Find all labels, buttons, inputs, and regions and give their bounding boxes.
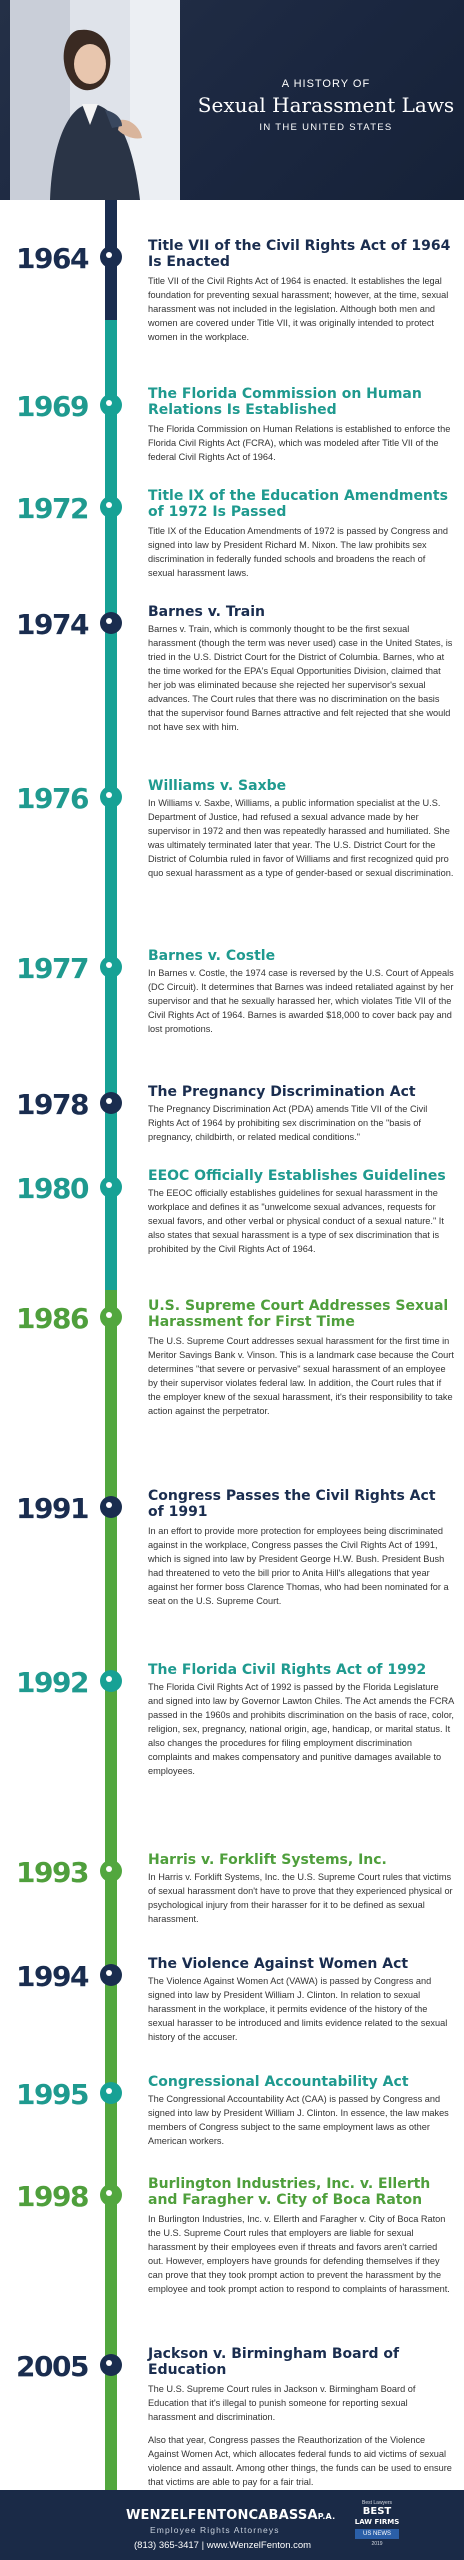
entry-paragraph: Title IX of the Education Amendments of 1972 is passed by Congress and signed into law by President Richard M. Nixon. The law prohibits sex discrimination in federally funded schools and broadens the reach of sexual harassment laws. [148,526,448,578]
entry-body [148,1186,454,1265]
timeline-node [100,612,122,634]
timeline-node [100,394,122,416]
badge-main-line-2: LAW FIRMS [354,2518,400,2526]
hero-photo [10,0,180,200]
phone-number[interactable]: (813) 365-3417 [134,2540,199,2551]
entry-title: Williams v. Saxbe [148,778,287,794]
entry-year: 1993 [16,1856,88,1889]
entry-body [148,422,454,473]
entry-year: 1986 [16,1302,88,1335]
badge-ribbon: US NEWS [355,2529,399,2539]
entry-paragraph: In Barnes v. Costle, the 1974 case is reversed by the U.S. Court of Appeals (DC Circuit). It determines that Barnes was indeed retaliated against by her supervisor and that he sexually harassed her, which violates Title VII of the Civil Rights Act of 1964. Barnes is awarded $18,000 to cover back pay and lost promotions. [148,968,454,1034]
entry-year: 1972 [16,492,88,525]
entry-title: The Violence Against Women Act [148,1956,409,1972]
entry-body [148,1870,454,1935]
timeline-node [100,246,122,268]
timeline-node [100,1964,122,1986]
timeline [0,200,464,2490]
entry-title: Burlington Industries, Inc. v. Ellerth and Faragher v. City of Boca Raton [148,2176,431,2208]
badge-top-text: Best Lawyers [361,2500,392,2506]
entry-paragraph: In Burlington Industries, Inc. v. Ellerth and Faragher v. City of Boca Raton the U.S. Supreme Court rules that employers are liable for sexual harassment by their employees even if threats and favors aren't carried out. However, employers have grounds for defending themselves if they can prove that they took prompt action to prevent the harassment by the employee and took prompt action to respond to complaints of harassment. [148,2214,450,2294]
entry-paragraph: Also that year, Congress passes the Reauthorization of the Violence Against Women Act, which allocates federal funds to aid victims of sexual violence and assault. Among other things, the funds can be used to ensure that victims are able to pay for a fair trial. [148,2435,452,2487]
entry-title: Harris v. Forklift Systems, Inc. [148,1852,387,1868]
entry-year: 1980 [16,1172,88,1205]
entry-body [148,2382,454,2498]
entry-year: 1977 [16,952,88,985]
entry-paragraph: In an effort to provide more protection for employees being discriminated against in the workplace, Congress passes the Civil Rights Act of 1991, which is signed into law by President George H.W. Bush. President Bush had threatened to veto the bill prior to Anita Hill's allegations that year against her former boss Clarence Thomas, who had been nominated for a seat on the U.S. Supreme Court. [148,1526,449,1606]
entry-paragraph: The Florida Commission on Human Relations is established to enforce the Florida Civil Rights Act (FCRA), which was modeled after Title VII of the federal Civil Rights Act of 1964. [148,424,451,462]
entry-year: 1992 [16,1666,88,1699]
badge-main-text [352,2507,402,2527]
footer [0,2490,464,2560]
entry-body [148,622,454,743]
entry-paragraph: In Williams v. Saxbe, Williams, a public information specialist at the U.S. Department of Justice, had refused a sexual advance made by her supervisor in 1972 and then was repeatedly harassed and humiliated. She was ultimately terminated later that year. The U.S. District Court for the District of Columbia ruled in favor of Williams and first recognized quid pro quo sexual harassment as a type of gender-based or sexual discrimination. [148,798,454,878]
header-title: Sexual Harassment Laws [197,93,455,117]
entry-paragraph: The Violence Against Women Act (VAWA) is passed by Congress and signed into law by President William J. Clinton. In relation to sexual harassment in the workplace, it permits evidence of the history of the sexual harasser to be introduced and limits evidence related to the sexual history of the accuser. [148,1976,448,2042]
entry-title: Title VII of the Civil Rights Act of 1964 Is Enacted [148,238,451,270]
entry-body [148,2212,454,2305]
timeline-node [100,1860,122,1882]
entry-year: 1991 [16,1492,88,1525]
entry-body [148,2092,454,2157]
entry-year: 1969 [16,390,88,423]
entry-title: The Florida Civil Rights Act of 1992 [148,1662,427,1678]
entry-body [148,274,454,353]
badge-main-line-1: BEST [362,2506,392,2517]
entry-title: EEOC Officially Establishes Guidelines [148,1168,446,1184]
entry-title: U.S. Supreme Court Addresses Sexual Harassment for First Time [148,1298,449,1330]
entry-year: 1964 [16,242,88,275]
timeline-node [100,2184,122,2206]
entry-body [148,796,454,889]
header-title-block [196,78,456,133]
entry-title: Congressional Accountability Act [148,2074,409,2090]
entry-body [148,1680,454,1787]
firm-name: WENZELFENTONCABASSA [126,2508,318,2523]
entry-body [148,524,454,589]
entry-paragraph: The Congressional Accountability Act (CAA) is passed by Congress and signed into law by President William J. Clinton. In essence, the law makes members of Congress subject to the same employment laws as other American workers. [148,2094,449,2146]
entry-title: The Florida Commission on Human Relations Is Established [148,386,422,418]
timeline-node [100,1176,122,1198]
contact-separator: | [201,2540,205,2551]
timeline-node [100,2354,122,2376]
entry-body [148,1974,454,2053]
entry-title: Title IX of the Education Amendments of 1972 Is Passed [148,488,448,520]
entry-paragraph: The Pregnancy Discrimination Act (PDA) amends Title VII of the Civil Rights Act of 1964 by prohibiting sex discrimination on the "basis of pregnancy, childbirth, or related medical conditions." [148,1104,428,1142]
timeline-rail-green [105,1290,117,2490]
entry-year: 1976 [16,782,88,815]
entry-year: 1998 [16,2180,88,2213]
header-banner [0,0,464,200]
entry-title: Barnes v. Train [148,604,265,620]
entry-title: The Pregnancy Discrimination Act [148,1084,416,1100]
entry-body [148,966,454,1045]
entry-year: 1974 [16,608,88,641]
entry-year: 2005 [16,2350,88,2383]
entry-paragraph: The Florida Civil Rights Act of 1992 is passed by the Florida Legislature and signed into law by Governor Lawton Chiles. The Act amends the FCRA passed in the 1960s and prohibits discrimination on the basis of race, color, religion, sex, pregnancy, national origin, age, handicap, or marital status. It also changes the procedures for filing employment discrimination complaints and makes compensatory and punitive damages available to employees. [148,1682,454,1776]
entry-year: 1978 [16,1088,88,1121]
header-pretitle: A HISTORY OF [281,78,371,90]
website-link[interactable]: www.WenzelFenton.com [206,2540,312,2551]
timeline-node [100,1092,122,1114]
timeline-node [100,496,122,518]
entry-paragraph: The U.S. Supreme Court rules in Jackson v. Birmingham Board of Education that it's illegal to punish someone for reporting sexual harassment and discrimination. [148,2384,416,2422]
entry-title: Congress Passes the Civil Rights Act of 1991 [148,1488,436,1520]
timeline-node [100,1306,122,1328]
entry-year: 1994 [16,1960,88,1993]
footer-contact [134,2540,311,2551]
entry-paragraph: The U.S. Supreme Court addresses sexual harassment for the first time in Meritor Savings Bank v. Vinson. This is a landmark case because the Court determines "that severe or pervasive" sexual harassment of an employee by their supervisor violates federal law. In addition, the Court rules that if the employer knew of the sexual harassment, it's their responsibility to take action against the perpetrator. [148,1336,454,1416]
best-law-firms-badge [352,2500,402,2552]
entry-body [148,1524,454,1617]
header-subtitle: IN THE UNITED STATES [259,122,393,133]
firm-logo [126,2508,335,2523]
entry-title: Jackson v. Birmingham Board of Education [148,2346,400,2378]
firm-suffix: P.A. [317,2512,336,2521]
entry-year: 1995 [16,2078,88,2111]
entry-paragraph: Title VII of the Civil Rights Act of 1964 is enacted. It establishes the legal foundation for preventing sexual harassment; however, at the time, sexual harassment was not included in the legislation. Although both men and women are covered under Title VII, it was originally intended to protect women in the workplace. [148,276,449,342]
entry-paragraph: Barnes v. Train, which is commonly thought to be the first sexual harassment (though the term was never used) case in the United States, is tried in the U.S. District Court for the District of Columbia. Barnes, who at the time worked for the EPA's Equal Opportunities Division, claimed that her job was eliminated because she rejected her supervisor's sexual advances. The Court rules that there was no discrimination on the basis that the supervisor found Barnes attractive and felt rejected that she would not have sex with him. [148,624,453,732]
entry-paragraph: In Harris v. Forklift Systems, Inc. the U.S. Supreme Court rules that victims of sexual harassment don't have to prove that they experienced physical or psychological injury from their harasser for it to be defined as sexual harassment. [148,1872,453,1924]
timeline-node [100,1496,122,1518]
entry-body [148,1334,454,1427]
timeline-node [100,956,122,978]
timeline-node [100,1670,122,1692]
entry-paragraph: The EEOC officially establishes guidelines for sexual harassment in the workplace and defines it as "unwelcome sexual advances, requests for sexual favors, and other verbal or physical conduct of a sexual nature." It also states that sexual harassment is a type of sex discrimination that is prohibited by the Civil Rights Act of 1964. [148,1188,444,1254]
entry-body [148,1102,454,1153]
firm-tagline: Employee Rights Attorneys [150,2525,280,2535]
timeline-node [100,786,122,808]
entry-title: Barnes v. Costle [148,948,276,964]
timeline-node [100,2082,122,2104]
badge-year: 2019 [371,2541,383,2547]
